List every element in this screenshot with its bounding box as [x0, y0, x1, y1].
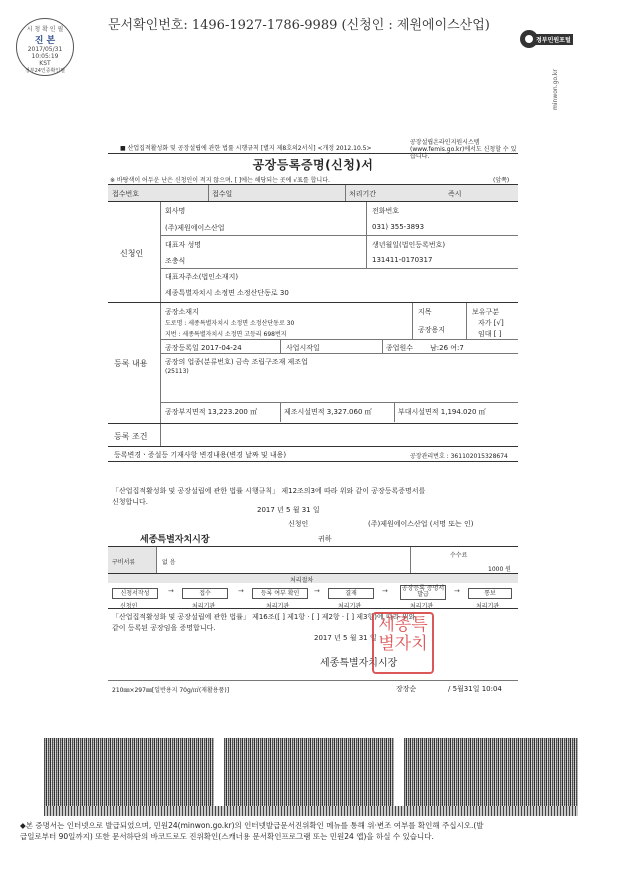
process-step-notify: 통보	[468, 588, 512, 599]
seal-time: 10:05:19	[31, 53, 59, 60]
legal-basis: ■ 산업집적활성화 및 공장설립에 관한 법률 시행규칙 [별지 제8호의2서식] <개정 2012.10.5>	[120, 145, 372, 152]
instructions: ※ 바탕색이 어두운 난은 신청인이 적지 않으며, [ ]에는 해당되는 곳에 √표를 합니다.	[110, 177, 330, 184]
verification-barcode-3	[404, 738, 578, 806]
factory-management-number: 공장관리번호 : 361102015328674	[410, 453, 508, 460]
registration-section-label: 등록 내용	[114, 359, 148, 368]
required-documents-value: 없 음	[162, 559, 176, 566]
issue-timestamp: / 5월31일 10:04	[448, 685, 502, 693]
phone-label: 전화번호	[372, 207, 400, 215]
ownership-own: 자가 [√]	[478, 319, 504, 327]
fee-value: 1000 원	[488, 566, 511, 573]
phone-value: 031) 355-3893	[372, 223, 425, 231]
issuing-official: 장장순	[396, 685, 417, 693]
certification-seal	[16, 18, 74, 76]
process-step-issue: 공장등록 증명서 발급	[401, 585, 445, 598]
application-statement-1: 「산업집적활성화 및 공장설립에 관한 법률 시행규칙」 제12조의3에 따라 위와 같이 공장등록증명서를	[112, 487, 426, 495]
certification-line-1: 「산업집적활성화 및 공장설립에 관한 법률」 제16조([ ] 제1항 · [ ] 제2항 · [ ] 제3항)에 따라 위와	[112, 613, 416, 621]
industry-code: (25113)	[165, 368, 189, 375]
process-actor-5: 처리기관	[410, 603, 434, 610]
business-start-label: 사업시작일	[286, 344, 320, 352]
process-actor-4: 처리기관	[338, 603, 362, 610]
side-url: minwon.go.kr	[552, 69, 559, 110]
paper-specification: 210㎜×297㎜[일반용지 70g/㎡(재활용품)]	[112, 687, 230, 694]
certification-line-2: 같이 등록된 공장임을 증명합니다.	[112, 624, 216, 632]
manufacturing-area: 제조시설면적 3,327.060 ㎡	[284, 408, 372, 416]
employees-label: 종업원수	[386, 344, 414, 352]
arrow-right-icon: →	[454, 587, 460, 595]
page-side-label: (앞쪽)	[493, 177, 510, 184]
notice-line-1: ◆본 증명서는 인터넷으로 발급되었으며, 민원24(minwon.go.kr)의 인터넷발급문서진위확인 메뉴를 통해 위·변조 여부를 확인해 주십시오.(발	[20, 821, 484, 830]
processing-period-value: 즉시	[448, 190, 462, 198]
seal-top-text: 시 청 확 인 필	[26, 26, 64, 33]
verification-barcode-2	[224, 738, 394, 806]
industry-type: 공장의 업종(분류번호) 금속 조립구조재 제조업	[165, 358, 308, 366]
birth-label: 생년월일(법인등록번호)	[372, 241, 446, 249]
document-number-line: 문서확인번호: 1496-1927-1786-9989 (신청인 : 제원에이스산업)	[108, 18, 490, 33]
conditions-label: 등록 조건	[114, 432, 148, 441]
registration-date: 공장등록일 2017-04-24	[165, 344, 242, 352]
receipt-number-label: 접수번호	[112, 190, 140, 198]
land-category-label: 지목	[418, 308, 432, 316]
stamp-text: 세종특별자치	[378, 615, 428, 654]
process-step-write: 신청서작성	[112, 588, 158, 599]
applicant-section-label: 신청인	[120, 249, 144, 258]
lot-address: 지번 : 세종특별자치시 소정면 고등리 698번지	[165, 331, 287, 338]
verification-barcode-1	[44, 738, 214, 806]
site-area: 공장부지면적 13,223.200 ㎡	[165, 408, 258, 416]
arrow-right-icon: →	[168, 587, 174, 595]
birth-value: 131411-0170317	[372, 256, 433, 264]
company-name-value: (주)제원에이스산업	[165, 224, 225, 232]
representative-value: 조충식	[165, 257, 186, 265]
verification-notice	[20, 820, 610, 842]
road-address: 도로명 : 세종특별자치시 소정면 소정산단동로 30	[165, 320, 295, 327]
verification-barcode-strip	[44, 806, 578, 816]
arrow-right-icon: →	[314, 587, 320, 595]
arrow-right-icon: →	[382, 587, 388, 595]
notice-line-2: 급일로부터 90일까지) 또한 문서하단의 바코드로도 진위확인(스캐너용 문서확인프로그램 또는 민원24 앱)을 하실 수 있습니다.	[20, 832, 434, 841]
official-seal-stamp	[372, 612, 434, 674]
process-step-approval: 결재	[328, 588, 374, 599]
certification-date: 2017 년 5 월 31 일	[314, 634, 377, 642]
ownership-lease: 임대 [ ]	[478, 330, 502, 338]
applicant-signature-value: (주)제원에이스산업 (서명 또는 인)	[368, 520, 474, 528]
auxiliary-area: 부대시설면적 1,194.020 ㎡	[398, 408, 486, 416]
application-statement-2: 신청합니다.	[112, 498, 149, 506]
application-date: 2017 년 5 월 31 일	[257, 506, 320, 514]
gov-logo-text: 정부민원포털	[534, 34, 573, 45]
process-step-receive: 접수	[182, 588, 228, 599]
employees-value: 남:26 여:7	[430, 344, 464, 352]
seal-bottom-text: 정부24인증확인필	[24, 68, 66, 74]
ownership-label: 보유구분	[472, 308, 500, 316]
process-step-verify: 등록 여부 확인	[252, 588, 308, 599]
process-actor-3: 처리기관	[266, 603, 290, 610]
authority-name: 세종특별자치시장	[140, 535, 210, 545]
process-actor-2: 처리기관	[192, 603, 216, 610]
change-history-label: 등록변경ㆍ증설등 기재사항 변경내용(변경 날짜 및 내용)	[114, 451, 287, 459]
process-actor-1: 신청인	[120, 603, 138, 610]
online-note: 공장설립온라인지원시스템(www.femis.go.kr)에서도 신청할 수 있습니다.	[410, 139, 517, 160]
arrow-right-icon: →	[238, 587, 244, 595]
company-name-label: 회사명	[165, 207, 186, 215]
address-label: 대표자주소(법인소재지)	[165, 273, 239, 281]
representative-label: 대표자 성명	[165, 241, 202, 249]
fee-label: 수수료	[450, 552, 468, 559]
land-use-value: 공장용지	[418, 326, 446, 334]
address-value: 세종특별자치시 소정면 소정산단동로 30	[165, 289, 289, 297]
receipt-date-label: 접수일	[212, 190, 233, 198]
factory-location-label: 공장소재지	[165, 308, 199, 316]
seal-date: 2017/05/31	[27, 46, 63, 53]
required-documents-label: 구비서류	[112, 559, 136, 566]
process-actor-6: 처리기관	[476, 603, 500, 610]
issuer-name: 세종특별자치시장	[320, 658, 398, 669]
addressee-label: 귀하	[318, 535, 332, 543]
seal-center-text: 진 본	[34, 36, 56, 46]
applicant-signature-label: 신청인	[288, 520, 309, 528]
seal-code: KST	[39, 60, 51, 67]
form-title: 공장등록증명(신청)서	[252, 158, 374, 172]
processing-period-label: 처리기간	[349, 190, 377, 198]
process-title: 처리절차	[290, 577, 314, 584]
